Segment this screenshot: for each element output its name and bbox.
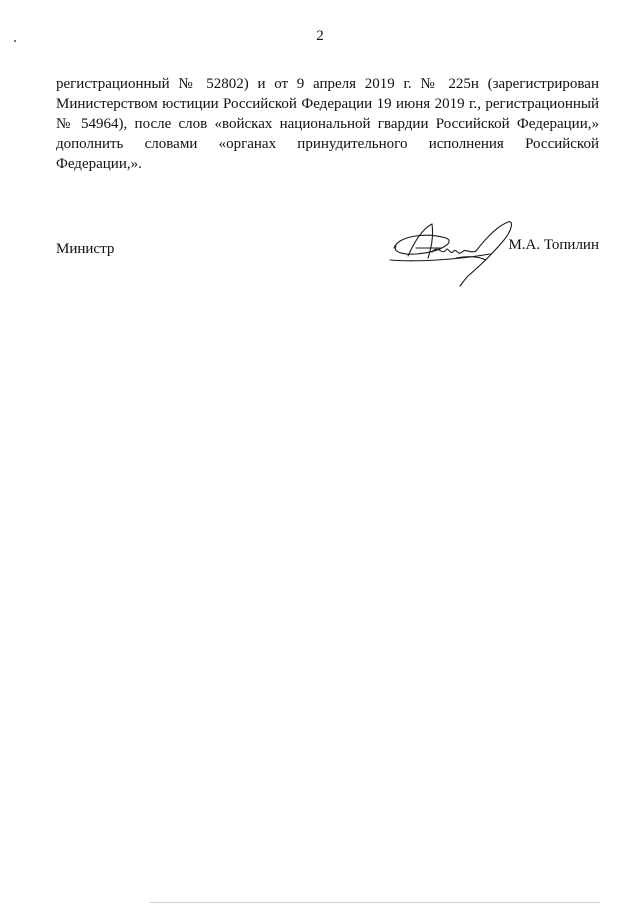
page-number: 2 xyxy=(316,28,324,44)
scan-bottom-edge xyxy=(150,902,600,903)
signer-name: М.А. Топилин xyxy=(508,237,599,253)
body-paragraph: регистрационный № 52802) и от 9 апреля 2019 г. № 225н (зарегистрирован Министерством юстиции Российской Федерации 19 июня 2019 г., регистрационный № 54964), после слов «войсках национальной гвардии Российской Федерации,» дополнить словами «органах принудительного исполнения Российской Федерации,». xyxy=(56,76,599,172)
signer-title: Министр xyxy=(56,241,115,257)
signature-block xyxy=(56,218,599,288)
handwritten-signature-icon xyxy=(386,218,516,288)
